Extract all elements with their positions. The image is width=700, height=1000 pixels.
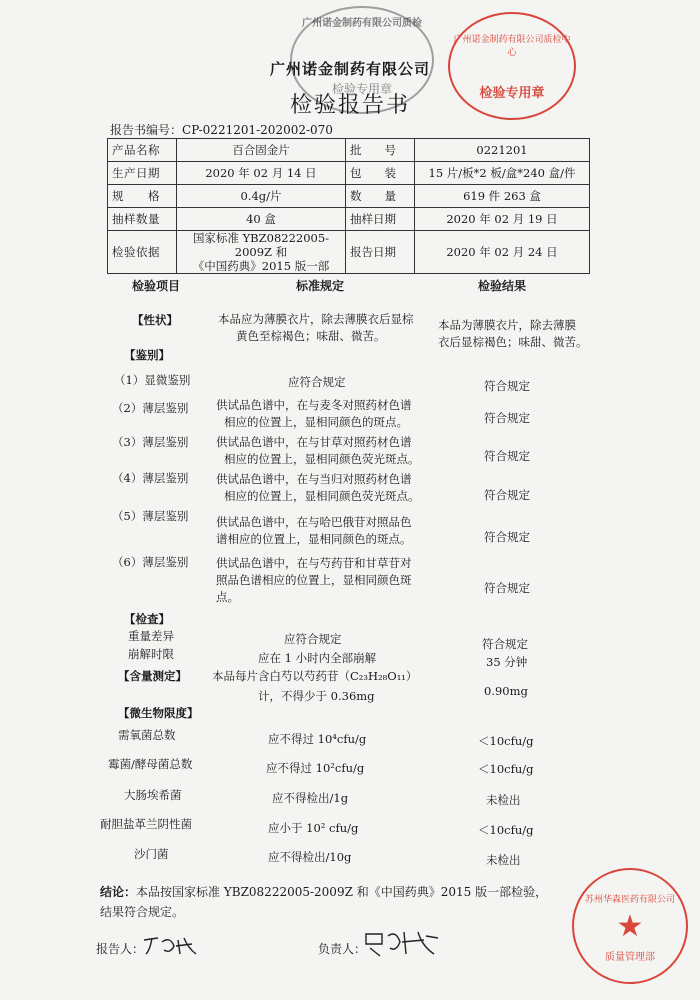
- disint-result: 35 分钟: [486, 655, 528, 669]
- spec-value: 0.4g/片: [177, 185, 346, 208]
- date-label: 生产日期: [108, 162, 177, 185]
- id3-standard-line-2: 相应的位置上，显相同颜色荧光斑点。: [224, 452, 420, 466]
- table-row: [108, 162, 590, 185]
- batch-value: 0221201: [415, 139, 590, 162]
- id4-standard-line-1: 供试品色谱中，在与当归对照药材色谱: [216, 472, 412, 486]
- pack-label: 包 装: [346, 162, 415, 185]
- appearance-standard-line-1: 本品应为薄膜衣片，除去薄膜衣后显棕: [218, 312, 414, 326]
- id3-standard-line-1: 供试品色谱中，在与甘草对照药材色谱: [216, 435, 412, 449]
- id5-standard-line-1: 供试品色谱中，在与哈巴俄苷对照品色: [216, 515, 412, 529]
- id4-standard: [216, 471, 420, 505]
- weight-label: 重量差异: [128, 629, 174, 643]
- reporter-signature: [140, 932, 200, 958]
- sample-value: 40 盒: [177, 208, 346, 231]
- report-title: 检验报告书: [289, 93, 410, 118]
- report-date-label: 报告日期: [346, 231, 415, 274]
- basis-label: 检验依据: [108, 231, 177, 274]
- qty-value: 619 件 263 盒: [415, 185, 590, 208]
- id2-label: （2）薄层鉴别: [112, 401, 189, 415]
- id2-standard-line-2: 相应的位置上，显相同颜色的斑点。: [224, 415, 408, 429]
- weight-result: 符合规定: [482, 637, 528, 651]
- disint-label: 崩解时限: [128, 647, 174, 661]
- product-value: 百合固金片: [177, 139, 346, 162]
- mold-standard: 应不得过 10²cfu/g: [266, 761, 365, 775]
- responsible-signature: [362, 928, 442, 958]
- col-item-header: 检验项目: [132, 279, 181, 293]
- company-name: 广州诺金制药有限公司: [269, 60, 430, 78]
- sample-label: 抽样数量: [108, 208, 177, 231]
- id6-standard-line-3: 点。: [216, 590, 239, 604]
- report-date-value: 2020 年 02 月 24 日: [415, 231, 590, 274]
- appearance-result: [438, 317, 588, 351]
- report-number-label: 报告书编号：: [110, 123, 183, 137]
- identification-header: 【鉴别】: [124, 348, 170, 362]
- id1-label: （1）显微鉴别: [114, 373, 191, 387]
- table-row: [108, 185, 590, 208]
- seal-label: 质量管理部: [605, 952, 655, 963]
- id3-result: 符合规定: [484, 449, 530, 463]
- appearance-standard-line-2: 黄色至棕褐色；味甜、微苦。: [236, 329, 386, 343]
- id6-standard-line-1: 供试品色谱中，在与芍药苷和甘草苷对: [216, 556, 412, 570]
- date-value: 2020 年 02 月 14 日: [177, 162, 346, 185]
- ecoli-result: 未检出: [486, 793, 521, 807]
- salmonella-standard: 应不得检出/10g: [268, 850, 352, 864]
- id5-standard-line-2: 谱相应的位置上，显相同颜色的斑点。: [216, 532, 412, 546]
- report-number: [110, 121, 333, 138]
- id2-result: 符合规定: [484, 411, 530, 425]
- id6-standard: [216, 555, 412, 606]
- seal-quality-management: [572, 868, 688, 984]
- conclusion-line-1: 本品按国家标准 YBZ08222005-2009Z 和《中国药典》2015 版一部检验，: [136, 885, 548, 899]
- mold-result: ＜10cfu/g: [478, 762, 534, 776]
- seal-arc-text: 广州诺金制药有限公司质检中心: [453, 35, 571, 58]
- weight-standard: 应符合规定: [284, 632, 342, 646]
- id6-label: （6）薄层鉴别: [112, 555, 189, 569]
- appearance-standard: [218, 311, 414, 345]
- table-row: [108, 208, 590, 231]
- appearance-label: 【性状】: [132, 313, 178, 327]
- assay-result: 0.90mg: [484, 684, 528, 698]
- aerobic-standard: 应不得过 10⁴cfu/g: [268, 732, 367, 746]
- seal-label: 检验专用章: [479, 86, 545, 101]
- id4-result: 符合规定: [484, 488, 530, 502]
- bile-label: 耐胆盐革兰阴性菌: [100, 817, 192, 831]
- id6-result: 符合规定: [484, 581, 530, 595]
- report-number-value: CP-0221201-202002-070: [182, 123, 333, 137]
- responsible-label: 负责人：: [318, 942, 367, 956]
- sample-date-value: 2020 年 02 月 19 日: [415, 208, 590, 231]
- id2-standard-line-1: 供试品色谱中，在与麦冬对照药材色谱: [216, 398, 412, 412]
- basis-value: [177, 231, 346, 274]
- spec-label: 规 格: [108, 185, 177, 208]
- id1-standard: 应符合规定: [288, 375, 346, 389]
- basis-line-2: 《中国药典》2015 版一部: [192, 259, 330, 273]
- appearance-result-line-1: 本品为薄膜衣片，除去薄膜: [438, 318, 576, 332]
- id4-standard-line-2: 相应的位置上，显相同颜色荧光斑点。: [224, 489, 420, 503]
- bile-standard: 应小于 10² cfu/g: [268, 821, 359, 835]
- batch-label: 批 号: [346, 139, 415, 162]
- product-info-table: [107, 138, 590, 274]
- id3-standard: [216, 434, 420, 468]
- disint-standard: 应在 1 小时内全部崩解: [258, 651, 377, 665]
- salmonella-result: 未检出: [486, 853, 521, 867]
- reporter-label: 报告人：: [96, 942, 145, 956]
- aerobic-label: 需氧菌总数: [118, 728, 176, 742]
- seal-arc-text: 广州诺金制药有限公司质检: [302, 18, 422, 29]
- bile-result: ＜10cfu/g: [478, 823, 534, 837]
- assay-standard-line-1: 本品每片含白芍以芍药苷（C₂₃H₂₈O₁₁）: [212, 669, 418, 683]
- id5-label: （5）薄层鉴别: [112, 509, 189, 523]
- col-result-header: 检验结果: [478, 279, 527, 293]
- seal-arc-text: 苏州华森医药有限公司: [584, 895, 675, 905]
- microbial-header: 【微生物限度】: [118, 706, 199, 720]
- id2-standard: [216, 397, 412, 431]
- id5-standard: [216, 514, 412, 548]
- star-icon: ★: [616, 909, 644, 944]
- assay-label: 【含量测定】: [118, 669, 187, 683]
- table-row: [108, 231, 590, 274]
- pack-value: 15 片/板*2 板/盒*240 盒/件: [415, 162, 590, 185]
- seal-label: 检验专用章: [331, 82, 392, 96]
- conclusion-line-2: 结果符合规定。: [100, 905, 185, 919]
- qty-label: 数 量: [346, 185, 415, 208]
- assay-standard-line-2: 计，不得少于 0.36mg: [258, 689, 375, 703]
- mold-label: 霉菌/酵母菌总数: [108, 757, 193, 771]
- assay-standard: [212, 668, 417, 705]
- conclusion: [100, 882, 570, 922]
- id1-result: 符合规定: [484, 379, 530, 393]
- id6-standard-line-2: 照品色谱相应的位置上，显相同颜色斑: [216, 573, 412, 587]
- id5-result: 符合规定: [484, 530, 530, 544]
- salmonella-label: 沙门菌: [134, 847, 169, 861]
- col-standard-header: 标准规定: [296, 279, 345, 293]
- basis-line-1: 国家标准 YBZ08222005-2009Z 和: [192, 231, 330, 259]
- id3-label: （3）薄层鉴别: [112, 435, 189, 449]
- ecoli-label: 大肠埃希菌: [124, 788, 182, 802]
- table-row: [108, 139, 590, 162]
- check-header: 【检查】: [124, 612, 170, 626]
- ecoli-standard: 应不得检出/1g: [272, 791, 349, 805]
- id4-label: （4）薄层鉴别: [112, 471, 189, 485]
- conclusion-label: 结论：: [100, 885, 137, 899]
- aerobic-result: ＜10cfu/g: [478, 734, 534, 748]
- sample-date-label: 抽样日期: [346, 208, 415, 231]
- product-label: 产品名称: [108, 139, 177, 162]
- appearance-result-line-2: 衣后显棕褐色；味甜、微苦。: [438, 335, 588, 349]
